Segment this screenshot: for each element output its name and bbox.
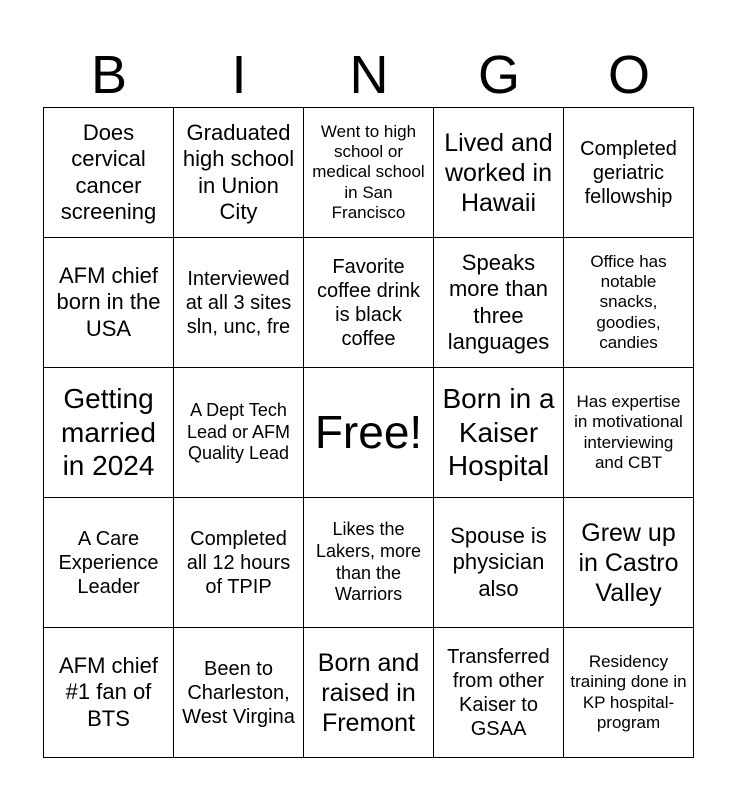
bingo-cell-r3c4[interactable] <box>434 368 564 498</box>
cell-text: A Care Experience Leader <box>58 527 159 598</box>
cell-text: Born and raised in Fremont <box>317 648 420 737</box>
bingo-cell-r1c5[interactable] <box>564 108 694 238</box>
bingo-cell-r2c3[interactable] <box>304 238 434 368</box>
cell-text: Getting married in 2024 <box>61 383 156 482</box>
cell-text: Has expertise in motivational interviewing and CBT <box>574 391 683 472</box>
bingo-cell-r5c1[interactable] <box>44 628 174 758</box>
cell-text: Born in a Kaiser Hospital <box>442 383 555 482</box>
cell-text: Favorite coffee drink is black coffee <box>316 255 421 350</box>
bingo-cell-r4c3[interactable] <box>304 498 434 628</box>
cell-text: Spouse is physician also <box>450 522 547 601</box>
bingo-cell-r4c4[interactable] <box>434 498 564 628</box>
cell-text: Interviewed at all 3 sites sln, unc, fre <box>185 267 292 338</box>
cell-text: Transferred from other Kaiser to GSAA <box>447 645 550 740</box>
bingo-cell-r1c1[interactable] <box>44 108 174 238</box>
header-letter-o: O <box>607 45 650 105</box>
bingo-cell-r2c5[interactable] <box>564 238 694 368</box>
cell-text: Went to high school or medical school in San Francisco <box>312 121 425 223</box>
cell-text: Lived and worked in Hawaii <box>444 128 553 217</box>
header-letter-g: G <box>477 45 520 105</box>
cell-text: A Dept Tech Lead or AFM Quality Lead <box>186 400 291 464</box>
bingo-cell-r5c5[interactable] <box>564 628 694 758</box>
cell-text: Completed geriatric fellowship <box>580 137 677 208</box>
cell-text: AFM chief #1 fan of BTS <box>58 652 159 731</box>
bingo-cell-r5c4[interactable] <box>434 628 564 758</box>
bingo-header <box>44 44 694 106</box>
cell-text: Office has notable snacks, goodies, candies <box>590 251 667 353</box>
bingo-cell-r2c4[interactable] <box>434 238 564 368</box>
bingo-cell-r4c1[interactable] <box>44 498 174 628</box>
bingo-cell-r4c2[interactable] <box>174 498 304 628</box>
bingo-cell-r2c1[interactable] <box>44 238 174 368</box>
bingo-card <box>43 107 694 758</box>
bingo-cell-r3c1[interactable] <box>44 368 174 498</box>
cell-text: Residency training done in KP hospital-program <box>570 651 687 732</box>
bingo-cell-r1c2[interactable] <box>174 108 304 238</box>
cell-text: AFM chief born in the USA <box>56 262 161 341</box>
cell-text: Grew up in Castro Valley <box>578 518 679 607</box>
cell-text: Completed all 12 hours of TPIP <box>186 527 291 598</box>
cell-text: Been to Charleston, West Virgina <box>182 657 295 728</box>
cell-text: Does cervical cancer screening <box>60 119 157 224</box>
bingo-cell-r3c2[interactable] <box>174 368 304 498</box>
bingo-cell-r5c2[interactable] <box>174 628 304 758</box>
cell-text: Likes the Lakers, more than the Warriors <box>315 519 422 605</box>
bingo-cell-r2c2[interactable] <box>174 238 304 368</box>
header-letter-n: N <box>349 45 389 105</box>
free-space-text: Free! <box>314 405 423 458</box>
bingo-cell-r1c3[interactable] <box>304 108 434 238</box>
cell-text: Speaks more than three languages <box>447 249 550 354</box>
header-letter-b: B <box>90 45 128 105</box>
bingo-cell-free[interactable] <box>304 368 434 498</box>
bingo-cell-r4c5[interactable] <box>564 498 694 628</box>
bingo-cell-r1c4[interactable] <box>434 108 564 238</box>
cell-text: Graduated high school in Union City <box>182 119 295 224</box>
bingo-cell-r3c5[interactable] <box>564 368 694 498</box>
bingo-cell-r5c3[interactable] <box>304 628 434 758</box>
header-letter-i: I <box>231 45 247 105</box>
